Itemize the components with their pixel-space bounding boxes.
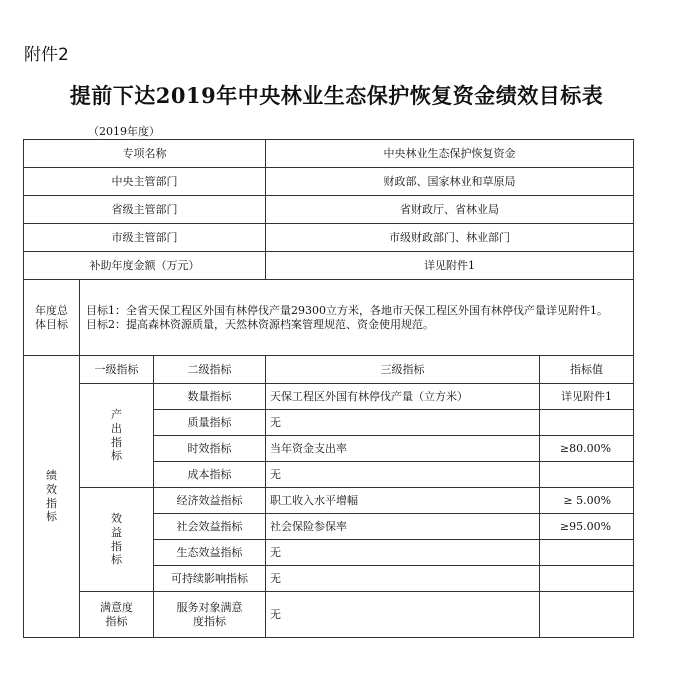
- col-header-level1: 一级指标: [80, 356, 154, 384]
- value-cell: [540, 592, 634, 638]
- info-value: 详见附件1: [266, 252, 634, 280]
- performance-indicators-label: 绩效指标: [24, 356, 80, 638]
- page-title: 提前下达2019年中央林业生态保护恢复资金绩效目标表: [69, 83, 604, 108]
- info-value: 中央林业生态保护恢复资金: [266, 140, 634, 168]
- info-row-subsidy-amount: [24, 252, 634, 280]
- indicator-row: [24, 384, 634, 410]
- indicator-row: [24, 488, 634, 514]
- annual-goals-label: 年度总体目标: [24, 280, 80, 356]
- benefit-indicators-label: 效益指标: [80, 488, 154, 592]
- info-label: 市级主管部门: [24, 224, 266, 252]
- info-row-project-name: [24, 140, 634, 168]
- info-row-central-dept: [24, 168, 634, 196]
- value-cell: [540, 462, 634, 488]
- annual-goals-content: [80, 280, 634, 356]
- satisfaction-indicators-label: 满意度指标: [80, 592, 154, 638]
- level3-cell: 无: [266, 462, 540, 488]
- value-cell: ≥95.00%: [540, 514, 634, 540]
- annual-goals-row: [24, 280, 634, 356]
- level2-cell: 数量指标: [154, 384, 266, 410]
- info-value: 市级财政部门、林业部门: [266, 224, 634, 252]
- level3-cell: 无: [266, 566, 540, 592]
- output-indicators-label: 产出指标: [80, 384, 154, 488]
- attachment-label: 附件2: [24, 45, 69, 65]
- info-label: 专项名称: [24, 140, 266, 168]
- value-cell: [540, 566, 634, 592]
- value-cell: ≥ 5.00%: [540, 488, 634, 514]
- level3-cell: 当年资金支出率: [266, 436, 540, 462]
- col-header-level3: 三级指标: [266, 356, 540, 384]
- performance-target-table: [23, 139, 634, 638]
- col-header-value: 指标值: [540, 356, 634, 384]
- value-cell: 详见附件1: [540, 384, 634, 410]
- level2-cell: 服务对象满意度指标: [154, 592, 266, 638]
- level3-cell: 无: [266, 410, 540, 436]
- level3-cell: 无: [266, 540, 540, 566]
- level2-cell: 生态效益指标: [154, 540, 266, 566]
- level2-cell: 社会效益指标: [154, 514, 266, 540]
- goal-2: 目标2：提高森林资源质量，天然林资源档案管理规范、资金使用规范。: [86, 317, 434, 331]
- year-label: （2019年度）: [88, 125, 160, 138]
- info-row-city-dept: [24, 224, 634, 252]
- level3-cell: 社会保险参保率: [266, 514, 540, 540]
- level2-cell: 可持续影响指标: [154, 566, 266, 592]
- info-value: 财政部、国家林业和草原局: [266, 168, 634, 196]
- level3-cell: 无: [266, 592, 540, 638]
- info-value: 省财政厅、省林业局: [266, 196, 634, 224]
- info-label: 补助年度金额（万元）: [24, 252, 266, 280]
- col-header-level2: 二级指标: [154, 356, 266, 384]
- info-label: 省级主管部门: [24, 196, 266, 224]
- level3-cell: 职工收入水平增幅: [266, 488, 540, 514]
- value-cell: [540, 410, 634, 436]
- indicator-header-row: [24, 356, 634, 384]
- value-cell: [540, 540, 634, 566]
- value-cell: ≥80.00%: [540, 436, 634, 462]
- info-label: 中央主管部门: [24, 168, 266, 196]
- level2-cell: 质量指标: [154, 410, 266, 436]
- goal-1: 目标1：全省天保工程区外国有林停伐产量29300立方米，各地市天保工程区外国有林停伐产量详见附件1。: [86, 303, 608, 317]
- level2-cell: 时效指标: [154, 436, 266, 462]
- info-row-provincial-dept: [24, 196, 634, 224]
- level2-cell: 经济效益指标: [154, 488, 266, 514]
- indicator-row-satisfaction: [24, 592, 634, 638]
- level2-cell: 成本指标: [154, 462, 266, 488]
- level3-cell: 天保工程区外国有林停伐产量（立方米）: [266, 384, 540, 410]
